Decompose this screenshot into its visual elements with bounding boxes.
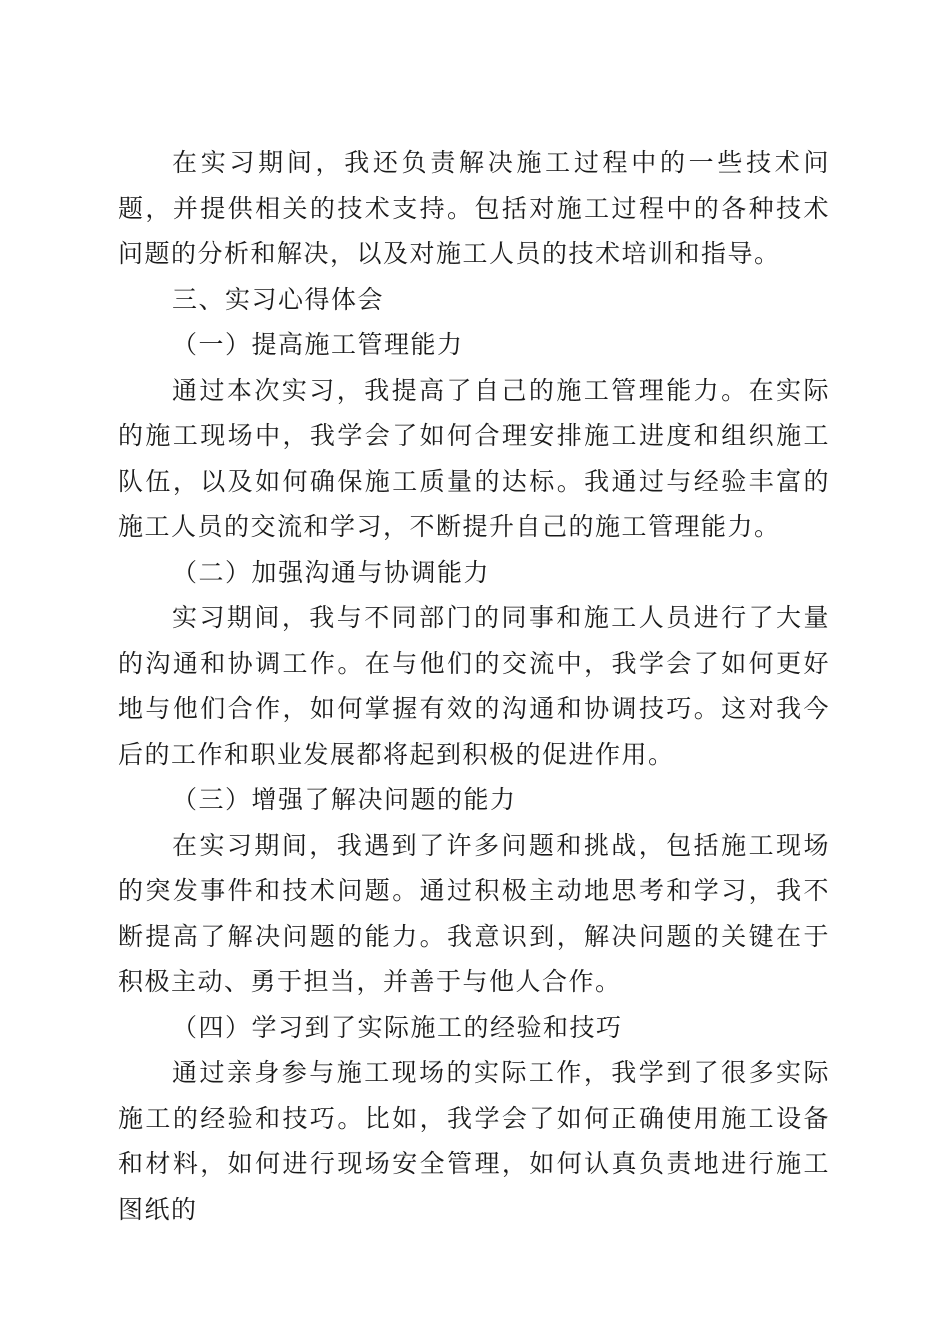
paragraph-communication: 实习期间，我与不同部门的同事和施工人员进行了大量的沟通和协调工作。在与他们的交流中，我学会了如何更好地与他们合作，如何掌握有效的沟通和协调技巧。这对我今后的工作和职业发展都将起到积极的促进作用。 <box>118 603 830 769</box>
paragraph-experience: 通过亲身参与施工现场的实际工作，我学到了很多实际施工的经验和技巧。比如，我学会了如何正确使用施工设备和材料，如何进行现场安全管理，如何认真负责地进行施工图纸的 <box>118 1058 830 1224</box>
paragraph-management: 通过本次实习，我提高了自己的施工管理能力。在实际的施工现场中，我学会了如何合理安排施工进度和组织施工队伍，以及如何确保施工质量的达标。我通过与经验丰富的施工人员的交流和学习，不断提升自己的施工管理能力。 <box>118 375 830 541</box>
subsection-title-communication: （二）加强沟通与协调能力 <box>172 557 491 587</box>
subsection-title-problem-solving: （三）增强了解决问题的能力 <box>172 785 517 814</box>
paragraph-problem-solving: 在实习期间，我遇到了许多问题和挑战，包括施工现场的突发事件和技术问题。通过积极主动地思考和学习，我不断提高了解决问题的能力。我意识到，解决问题的关键在于积极主动、勇于担当，并善于与他人合作。 <box>118 830 830 996</box>
section-title-internship-insights: 三、实习心得体会 <box>172 284 385 314</box>
subsection-title-experience: （四）学习到了实际施工的经验和技巧 <box>172 1012 623 1042</box>
paragraph-technical-support: 在实习期间，我还负责解决施工过程中的一些技术问题，并提供相关的技术支持。包括对施工过程中的各种技术问题的分析和解决，以及对施工人员的技术培训和指导。 <box>118 148 830 268</box>
document-body <box>118 140 830 1232</box>
subsection-title-management: （一）提高施工管理能力 <box>172 330 464 359</box>
